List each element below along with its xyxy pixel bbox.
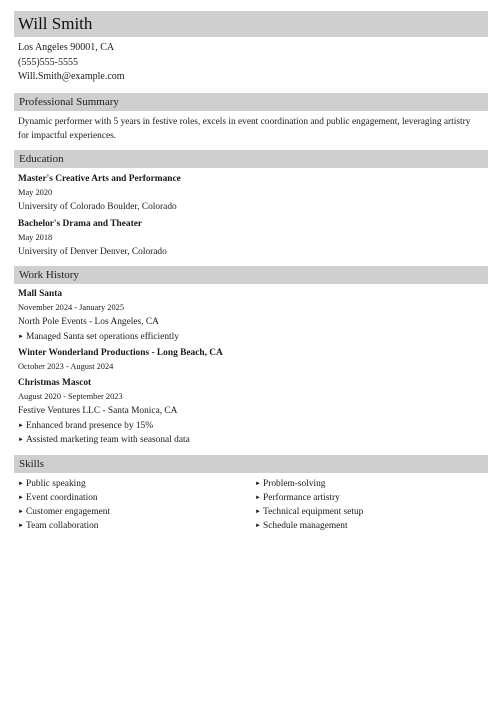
job-dates: October 2023 - August 2024 xyxy=(18,361,114,371)
job-dates: August 2020 - September 2023 xyxy=(18,391,123,401)
education-entry xyxy=(14,172,488,215)
skill-text: Technical equipment setup xyxy=(263,506,364,517)
job-title: Winter Wonderland Productions - Long Beach, CA xyxy=(18,347,223,358)
list-item xyxy=(18,433,488,447)
bullet-text: Assisted marketing team with seasonal data xyxy=(26,434,190,445)
degree-title: Master's Creative Arts and Performance xyxy=(18,173,181,184)
job-entry xyxy=(14,287,488,344)
skills-heading: Skills xyxy=(19,457,45,470)
skill-text: Public speaking xyxy=(26,478,86,489)
job-company: North Pole Events - Los Angeles, CA xyxy=(18,316,159,327)
degree-date: May 2018 xyxy=(18,232,53,242)
skills-list xyxy=(14,477,488,533)
bullet-icon: ► xyxy=(18,422,24,429)
degree-title: Bachelor's Drama and Theater xyxy=(18,218,143,229)
list-item xyxy=(18,505,251,519)
section-heading-education xyxy=(14,150,488,168)
list-item xyxy=(18,477,251,491)
skills-column-left xyxy=(14,477,251,533)
work-heading: Work History xyxy=(19,268,79,281)
contact-info xyxy=(14,41,488,85)
education-entry xyxy=(14,217,488,260)
bullet-icon: ► xyxy=(255,522,261,529)
job-bullets xyxy=(14,330,488,344)
candidate-name: Will Smith xyxy=(18,14,93,33)
name-header xyxy=(14,11,488,37)
skill-text: Event coordination xyxy=(26,492,98,503)
list-item xyxy=(18,419,488,433)
list-item xyxy=(18,491,251,505)
skill-text: Performance artistry xyxy=(263,492,340,503)
job-company: Festive Ventures LLC - Santa Monica, CA xyxy=(18,405,178,416)
email: Will.Smith@example.com xyxy=(18,71,125,82)
list-item xyxy=(18,519,251,533)
bullet-icon: ► xyxy=(18,333,24,340)
list-item xyxy=(255,505,488,519)
education-heading: Education xyxy=(19,152,64,165)
skill-text: Problem-solving xyxy=(263,478,326,489)
summary-heading: Professional Summary xyxy=(19,95,119,108)
job-entry xyxy=(14,376,488,447)
skill-text: Schedule management xyxy=(263,520,348,531)
list-item xyxy=(18,330,488,344)
job-title: Mall Santa xyxy=(18,288,63,299)
phone: (555)555-5555 xyxy=(18,56,78,68)
bullet-text: Enhanced brand presence by 15% xyxy=(26,420,154,431)
bullet-icon: ► xyxy=(18,436,24,443)
bullet-text: Managed Santa set operations efficiently xyxy=(26,331,179,342)
skill-text: Customer engagement xyxy=(26,506,111,517)
section-heading-summary xyxy=(14,93,488,111)
address: Los Angeles 90001, CA xyxy=(18,42,115,53)
job-dates: November 2024 - January 2025 xyxy=(18,302,125,312)
list-item xyxy=(255,477,488,491)
bullet-icon: ► xyxy=(18,480,24,487)
job-entry xyxy=(14,346,488,374)
section-heading-skills xyxy=(14,455,488,473)
job-bullets xyxy=(14,419,488,447)
list-item xyxy=(255,491,488,505)
degree-date: May 2020 xyxy=(18,187,53,197)
bullet-icon: ► xyxy=(18,522,24,529)
skills-column-right xyxy=(251,477,488,533)
skill-text: Team collaboration xyxy=(26,520,99,531)
bullet-icon: ► xyxy=(18,494,24,501)
job-title: Christmas Mascot xyxy=(18,377,92,388)
bullet-icon: ► xyxy=(255,480,261,487)
bullet-icon: ► xyxy=(255,508,261,515)
bullet-icon: ► xyxy=(18,508,24,515)
summary-text: Dynamic performer with 5 years in festive roles, excels in event coordination and public engagement, leveraging artistry for impactful experiences. xyxy=(18,116,471,141)
school-name: University of Colorado Boulder, Colorado xyxy=(18,201,177,212)
bullet-icon: ► xyxy=(255,494,261,501)
resume-page xyxy=(14,11,488,533)
school-name: University of Denver Denver, Colorado xyxy=(18,246,167,257)
section-heading-work xyxy=(14,266,488,284)
list-item xyxy=(255,519,488,533)
